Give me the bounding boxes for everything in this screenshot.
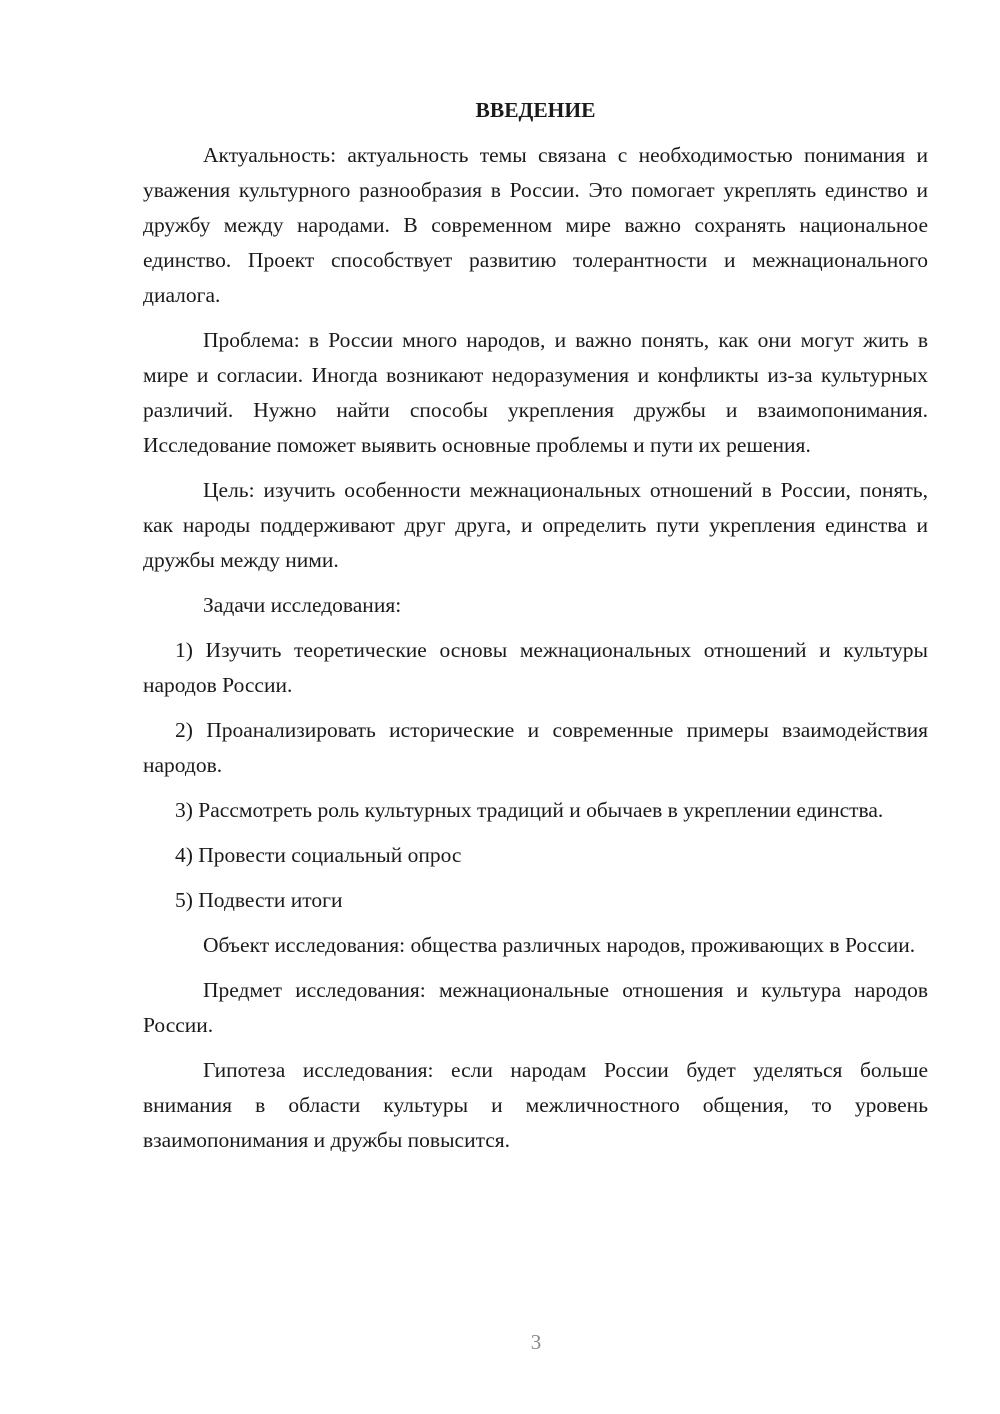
paragraph-goal: Цель: изучить особенности межнациональных отношений в России, понять, как народы поддерживают друг друга, и определить пути укрепления единства и дружбы между ними. [143,478,928,572]
list-item: 1) Изучить теоретические основы межнациональных отношений и культуры народов России. [143,638,928,697]
paragraph-subject: Предмет исследования: межнациональные отношения и культура народов России. [143,978,928,1037]
list-item: 3) Рассмотреть роль культурных традиций и обычаев в укреплении единства. [175,798,884,822]
page-title: ВВЕДЕНИЕ [475,98,596,122]
list-item: 4) Провести социальный опрос [175,843,462,867]
document-page [143,93,928,1168]
paragraph-object: Объект исследования: общества различных народов, проживающих в России. [203,933,916,957]
tasks-heading: Задачи исследования: [203,593,402,617]
paragraph-hypothesis: Гипотеза исследования: если народам России будет уделяться больше внимания в области культуры и межличностного общения, то уровень взаимопонимания и дружбы повысится. [143,1058,928,1152]
list-item: 2) Проанализировать исторические и современные примеры взаимодействия народов. [143,718,928,777]
paragraph-problem: Проблема: в России много народов, и важно понять, как они могут жить в мире и согласии. Иногда возникают недоразумения и конфликты из-за культурных различий. Нужно найти способы укрепления дружбы и взаимопонимания. Исследование поможет выявить основные проблемы и пути их решения. [143,328,928,457]
paragraph-relevance: Актуальность: актуальность темы связана с необходимостью понимания и уважения культурного разнообразия в России. Это помогает укреплять единство и дружбу между народами. В современном мире важно сохранять национальное единство. Проект способствует развитию толерантности и межнационального диалога. [143,143,928,307]
list-item: 5) Подвести итоги [175,888,343,912]
page-number: 3 [530,1330,542,1354]
